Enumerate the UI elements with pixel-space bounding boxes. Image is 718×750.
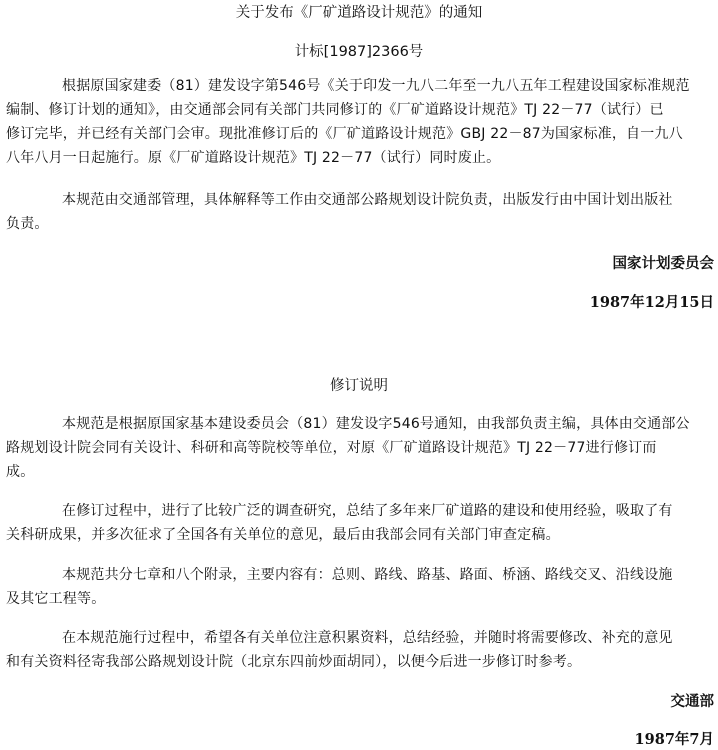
notice-doc-number: 计标[1987]2366号 bbox=[294, 44, 424, 60]
notice-paragraph-2 bbox=[6, 188, 718, 236]
paragraph-line: 八年八月一日起施行。原《厂矿道路设计规范》TJ 22－77（试行）同时废止。 bbox=[6, 150, 501, 166]
paragraph-line: 本规范共分七章和八个附录，主要内容有：总则、路线、路基、路面、桥涵、路线交叉、沿线设施 bbox=[62, 567, 673, 583]
paragraph-line: 根据原国家建委（81）建发设字第546号《关于印发一九八二年至一九八五年工程建设国家标准规范 bbox=[62, 78, 690, 94]
revision-paragraph-3 bbox=[6, 563, 718, 611]
revision-date: 1987年7月 bbox=[634, 731, 714, 748]
revision-title: 修订说明 bbox=[330, 378, 388, 394]
paragraph-line: 编制、修订计划的通知》，由交通部会同有关部门共同修订的《厂矿道路设计规范》TJ 22－77（试行）已 bbox=[6, 102, 664, 118]
notice-title: 关于发布《厂矿道路设计规范》的通知 bbox=[235, 5, 483, 21]
paragraph-line: 路规划设计院会同有关设计、科研和高等院校等单位，对原《厂矿道路设计规范》TJ 22－77进行修订而 bbox=[6, 440, 657, 456]
paragraph-line: 负责。 bbox=[6, 216, 49, 232]
paragraph-line: 在本规范施行过程中，希望各有关单位注意积累资料，总结经验，并随时将需要修改、补充的意见 bbox=[62, 630, 673, 646]
revision-paragraph-2 bbox=[6, 499, 718, 547]
paragraph-line: 关科研成果，并多次征求了全国各有关单位的意见，最后由我部会同有关部门审查定稿。 bbox=[6, 527, 560, 543]
revision-paragraph-4 bbox=[6, 626, 718, 674]
revision-paragraph-1 bbox=[6, 412, 718, 484]
notice-date: 1987年12月15日 bbox=[589, 294, 714, 311]
paragraph-line: 和有关资料径寄我部公路规划设计院（北京东四前炒面胡同），以便今后进一步修订时参考。 bbox=[6, 654, 582, 670]
notice-issuer: 国家计划委员会 bbox=[612, 256, 714, 272]
paragraph-line: 在修订过程中，进行了比较广泛的调查研究，总结了多年来厂矿道路的建设和使用经验，吸取了有 bbox=[62, 503, 673, 519]
paragraph-line: 本规范由交通部管理，具体解释等工作由交通部公路规划设计院负责，出版发行由中国计划出版社 bbox=[62, 192, 673, 208]
paragraph-line: 成。 bbox=[6, 464, 35, 480]
paragraph-line: 及其它工程等。 bbox=[6, 591, 106, 607]
paragraph-line: 本规范是根据原国家基本建设委员会（81）建发设字546号通知，由我部负责主编，具体由交通部公 bbox=[62, 416, 690, 432]
notice-paragraph-1 bbox=[6, 74, 718, 170]
paragraph-line: 修订完毕，并已经有关部门会审。现批准修订后的《厂矿道路设计规范》GBJ 22－87为国家标准，自一九八 bbox=[6, 126, 683, 142]
revision-issuer: 交通部 bbox=[670, 694, 714, 710]
